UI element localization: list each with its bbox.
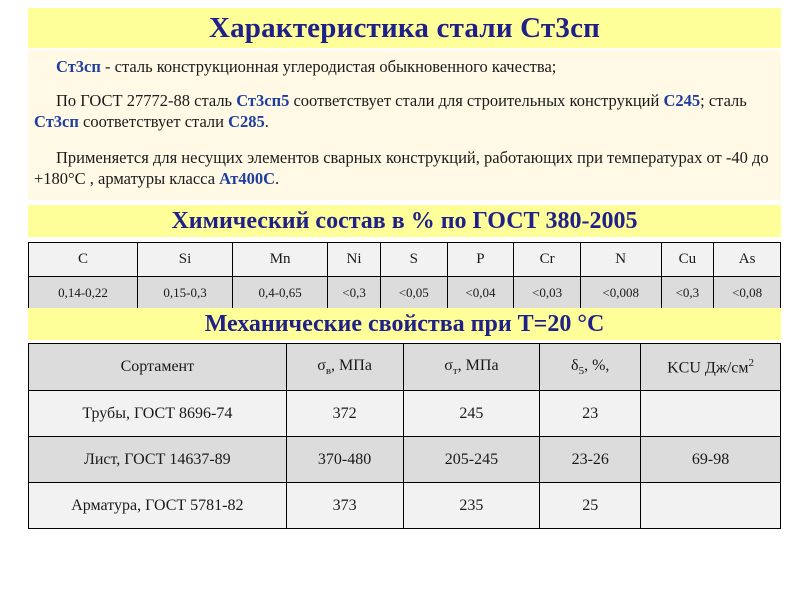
element-header: Cu <box>661 243 714 277</box>
impact-toughness-cell <box>641 391 781 437</box>
steel-class: С285 <box>228 112 265 131</box>
rebar-class: Ат400С <box>219 169 276 188</box>
chem-section-header <box>28 205 781 237</box>
steel-class: С245 <box>663 91 701 110</box>
table-header-row <box>29 344 781 391</box>
intro-text: Применяется для несущих элементов сварных конструкций, работающих при температурах от -40 до +180°С , арматуры класса <box>34 148 769 188</box>
yield-strength-cell: 205-245 <box>403 437 540 483</box>
element-header: Ni <box>328 243 381 277</box>
element-header: S <box>380 243 447 277</box>
intro-text: - сталь конструкционная углеродистая обыкновенного качества; <box>100 57 557 76</box>
impact-toughness-cell: 69-98 <box>641 437 781 483</box>
elongation-header: $\delta_5$, %, <box>540 344 641 391</box>
tensile-strength-cell: 373 <box>286 483 403 529</box>
table-header-row <box>29 243 781 277</box>
yield-strength-header: $\sigma_т$, МПа <box>403 344 540 391</box>
intro-text: . <box>275 169 280 188</box>
element-value: <0,08 <box>714 277 781 309</box>
yield-strength-cell: 245 <box>403 391 540 437</box>
table-row <box>29 437 781 483</box>
yield-strength-cell: 235 <box>403 483 540 529</box>
tensile-strength-cell: 370-480 <box>286 437 403 483</box>
intro-text: По ГОСТ 27772-88 сталь <box>56 91 237 110</box>
intro-paragraph-3 <box>34 147 774 189</box>
mech-section-header <box>28 308 781 340</box>
page-title: Характеристика стали Ст3сп <box>208 11 601 44</box>
element-value: 0,14-0,22 <box>29 277 138 309</box>
elongation-cell: 25 <box>540 483 641 529</box>
intro-text: соответствует стали <box>78 112 229 131</box>
chem-section-title: Химический состав в % по ГОСТ 380-2005 <box>171 207 638 234</box>
elongation-cell: 23-26 <box>540 437 641 483</box>
steel-grade: Ст3сп <box>34 112 79 131</box>
steel-grade: Ст3сп5 <box>236 91 290 110</box>
intro-paragraph-1 <box>34 56 774 77</box>
element-value: <0,04 <box>447 277 514 309</box>
element-value: 0,4-0,65 <box>233 277 328 309</box>
grade-cell: Трубы, ГОСТ 8696-74 <box>29 391 287 437</box>
mech-section-title: Механические свойства при Т=20 °С <box>204 310 605 337</box>
element-header: C <box>29 243 138 277</box>
page-title-bar <box>28 8 781 48</box>
element-header: Mn <box>233 243 328 277</box>
tensile-strength-cell: 372 <box>286 391 403 437</box>
table-row <box>29 391 781 437</box>
element-value: <0,03 <box>514 277 581 309</box>
impact-toughness-cell <box>641 483 781 529</box>
chemical-composition-table <box>28 242 781 309</box>
grade-cell: Арматура, ГОСТ 5781-82 <box>29 483 287 529</box>
element-header: N <box>580 243 661 277</box>
table-row <box>29 277 781 309</box>
element-value: <0,3 <box>328 277 381 309</box>
mechanical-properties-table <box>28 343 781 529</box>
element-value: 0,15-0,3 <box>138 277 233 309</box>
element-header: P <box>447 243 514 277</box>
intro-text: . <box>264 112 269 131</box>
grade-cell: Лист, ГОСТ 14637-89 <box>29 437 287 483</box>
element-value: <0,05 <box>380 277 447 309</box>
steel-grade: Ст3сп <box>56 57 101 76</box>
grade-header: Сортамент <box>29 344 287 391</box>
intro-panel <box>28 50 781 200</box>
element-value: <0,3 <box>661 277 714 309</box>
intro-paragraph-2 <box>34 90 774 132</box>
table-row <box>29 483 781 529</box>
tensile-strength-header: $\sigma_в$, МПа <box>286 344 403 391</box>
impact-toughness-header: KCU $Дж/см^2$ <box>641 344 781 391</box>
element-header: As <box>714 243 781 277</box>
intro-text: соответствует стали для строительных конструкций <box>289 91 664 110</box>
element-value: <0,008 <box>580 277 661 309</box>
element-header: Si <box>138 243 233 277</box>
element-header: Cr <box>514 243 581 277</box>
intro-text: ; сталь <box>700 91 747 110</box>
elongation-cell: 23 <box>540 391 641 437</box>
